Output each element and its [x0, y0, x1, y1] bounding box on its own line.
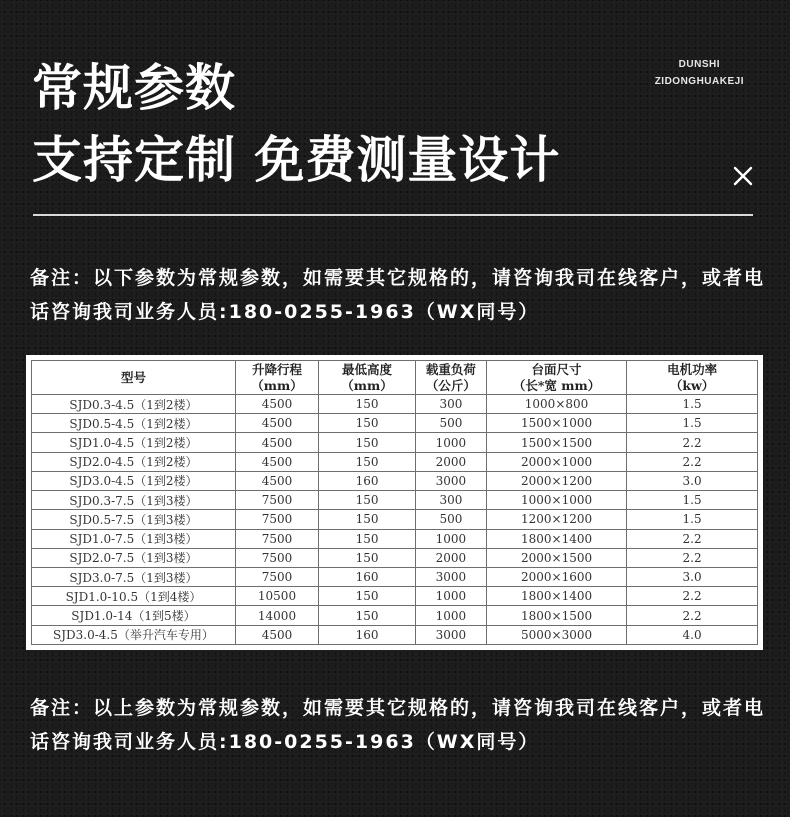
spec-table	[31, 360, 758, 645]
cell-platform-size: 1800×1500	[486, 606, 626, 625]
cell-min-height: 150	[319, 433, 416, 452]
cell-motor-power: 2.2	[627, 548, 758, 567]
cell-lift-travel: 4500	[235, 433, 318, 452]
cell-motor-power: 1.5	[627, 414, 758, 433]
cell-motor-power: 2.2	[627, 606, 758, 625]
cell-min-height: 160	[319, 625, 416, 644]
close-icon[interactable]	[733, 166, 753, 186]
cell-load: 1000	[415, 587, 486, 606]
cell-lift-travel: 7500	[235, 548, 318, 567]
cell-lift-travel: 4500	[235, 625, 318, 644]
cell-min-height: 150	[319, 606, 416, 625]
cell-load: 500	[415, 414, 486, 433]
cell-model: SJD2.0-7.5（1到3楼）	[32, 548, 236, 567]
page-title-line1: 常规参数	[32, 59, 236, 117]
cell-model: SJD1.0-10.5（1到4楼）	[32, 587, 236, 606]
cell-lift-travel: 7500	[235, 510, 318, 529]
cell-load: 1000	[415, 433, 486, 452]
cell-min-height: 150	[319, 587, 416, 606]
cell-model: SJD1.0-4.5（1到2楼）	[32, 433, 236, 452]
cell-lift-travel: 4500	[235, 395, 318, 414]
table-row	[32, 433, 758, 452]
header-min-height: 最低高度 （mm）	[319, 361, 416, 395]
spec-table-container	[26, 355, 763, 650]
table-header-row	[32, 361, 758, 395]
cell-platform-size: 1000×800	[486, 395, 626, 414]
cell-model: SJD1.0-7.5（1到3楼）	[32, 529, 236, 548]
cell-platform-size: 1500×1500	[486, 433, 626, 452]
cell-platform-size: 2000×1500	[486, 548, 626, 567]
cell-lift-travel: 4500	[235, 414, 318, 433]
brand-label	[655, 56, 744, 90]
cell-lift-travel: 4500	[235, 471, 318, 490]
table-body	[32, 395, 758, 645]
cell-motor-power: 2.2	[627, 433, 758, 452]
cell-platform-size: 5000×3000	[486, 625, 626, 644]
table-row	[32, 452, 758, 471]
cell-load: 500	[415, 510, 486, 529]
cell-load: 2000	[415, 548, 486, 567]
brand-line2: ZIDONGHUAKEJI	[654, 76, 744, 87]
cell-motor-power: 2.2	[627, 529, 758, 548]
cell-min-height: 150	[319, 395, 416, 414]
cell-min-height: 160	[319, 567, 416, 586]
cell-model: SJD3.0-7.5（1到3楼）	[32, 567, 236, 586]
cell-motor-power: 3.0	[627, 471, 758, 490]
cell-min-height: 160	[319, 471, 416, 490]
cell-load: 1000	[415, 529, 486, 548]
cell-motor-power: 2.2	[627, 587, 758, 606]
cell-min-height: 150	[319, 510, 416, 529]
cell-motor-power: 2.2	[627, 452, 758, 471]
cell-model: SJD3.0-4.5（举升汽车专用）	[32, 625, 236, 644]
cell-platform-size: 1000×1000	[486, 491, 626, 510]
cell-lift-travel: 14000	[235, 606, 318, 625]
table-row	[32, 471, 758, 490]
header-model: 型号	[32, 361, 236, 395]
cell-platform-size: 2000×1600	[486, 567, 626, 586]
cell-platform-size: 1500×1000	[486, 414, 626, 433]
cell-motor-power: 4.0	[627, 625, 758, 644]
cell-load: 1000	[415, 606, 486, 625]
table-row	[32, 395, 758, 414]
cell-load: 3000	[415, 625, 486, 644]
cell-lift-travel: 10500	[235, 587, 318, 606]
note-top: 备注：以下参数为常规参数，如需要其它规格的，请咨询我司在线客户，或者电话咨询我司业务人员:180-0255-1963（WX同号）	[30, 267, 766, 323]
table-row	[32, 606, 758, 625]
cell-platform-size: 2000×1200	[486, 471, 626, 490]
header-load: 载重负荷 （公斤）	[415, 361, 486, 395]
table-row	[32, 414, 758, 433]
cell-lift-travel: 7500	[235, 491, 318, 510]
cell-lift-travel: 7500	[235, 529, 318, 548]
page-title-line2: 支持定制 免费测量设计	[32, 131, 561, 189]
cell-model: SJD0.3-4.5（1到2楼）	[32, 395, 236, 414]
cell-model: SJD3.0-4.5（1到2楼）	[32, 471, 236, 490]
cell-lift-travel: 7500	[235, 567, 318, 586]
cell-platform-size: 1800×1400	[486, 529, 626, 548]
cell-model: SJD0.5-4.5（1到2楼）	[32, 414, 236, 433]
header-divider	[33, 214, 753, 216]
cell-load: 3000	[415, 567, 486, 586]
cell-min-height: 150	[319, 548, 416, 567]
cell-load: 3000	[415, 471, 486, 490]
cell-platform-size: 1200×1200	[486, 510, 626, 529]
cell-lift-travel: 4500	[235, 452, 318, 471]
header-motor-power: 电机功率 （kw）	[627, 361, 758, 395]
cell-model: SJD1.0-14（1到5楼）	[32, 606, 236, 625]
cell-motor-power: 1.5	[627, 395, 758, 414]
header-lift-travel: 升降行程 （mm）	[235, 361, 318, 395]
table-row	[32, 567, 758, 586]
note-bottom: 备注：以上参数为常规参数，如需要其它规格的，请咨询我司在线客户，或者电话咨询我司业务人员:180-0255-1963（WX同号）	[30, 697, 766, 753]
table-row	[32, 529, 758, 548]
table-row	[32, 587, 758, 606]
cell-motor-power: 3.0	[627, 567, 758, 586]
cell-motor-power: 1.5	[627, 491, 758, 510]
table-row	[32, 491, 758, 510]
cell-model: SJD0.3-7.5（1到3楼）	[32, 491, 236, 510]
table-row	[32, 625, 758, 644]
cell-platform-size: 2000×1000	[486, 452, 626, 471]
table-row	[32, 548, 758, 567]
cell-load: 2000	[415, 452, 486, 471]
cell-min-height: 150	[319, 491, 416, 510]
header-platform-size: 台面尺寸 （长*宽 mm）	[486, 361, 626, 395]
cell-min-height: 150	[319, 452, 416, 471]
cell-model: SJD2.0-4.5（1到2楼）	[32, 452, 236, 471]
cell-load: 300	[415, 395, 486, 414]
cell-load: 300	[415, 491, 486, 510]
cell-platform-size: 1800×1400	[486, 587, 626, 606]
brand-line1: DUNSHI	[678, 59, 721, 70]
cell-min-height: 150	[319, 414, 416, 433]
cell-min-height: 150	[319, 529, 416, 548]
cell-motor-power: 1.5	[627, 510, 758, 529]
table-row	[32, 510, 758, 529]
cell-model: SJD0.5-7.5（1到3楼）	[32, 510, 236, 529]
